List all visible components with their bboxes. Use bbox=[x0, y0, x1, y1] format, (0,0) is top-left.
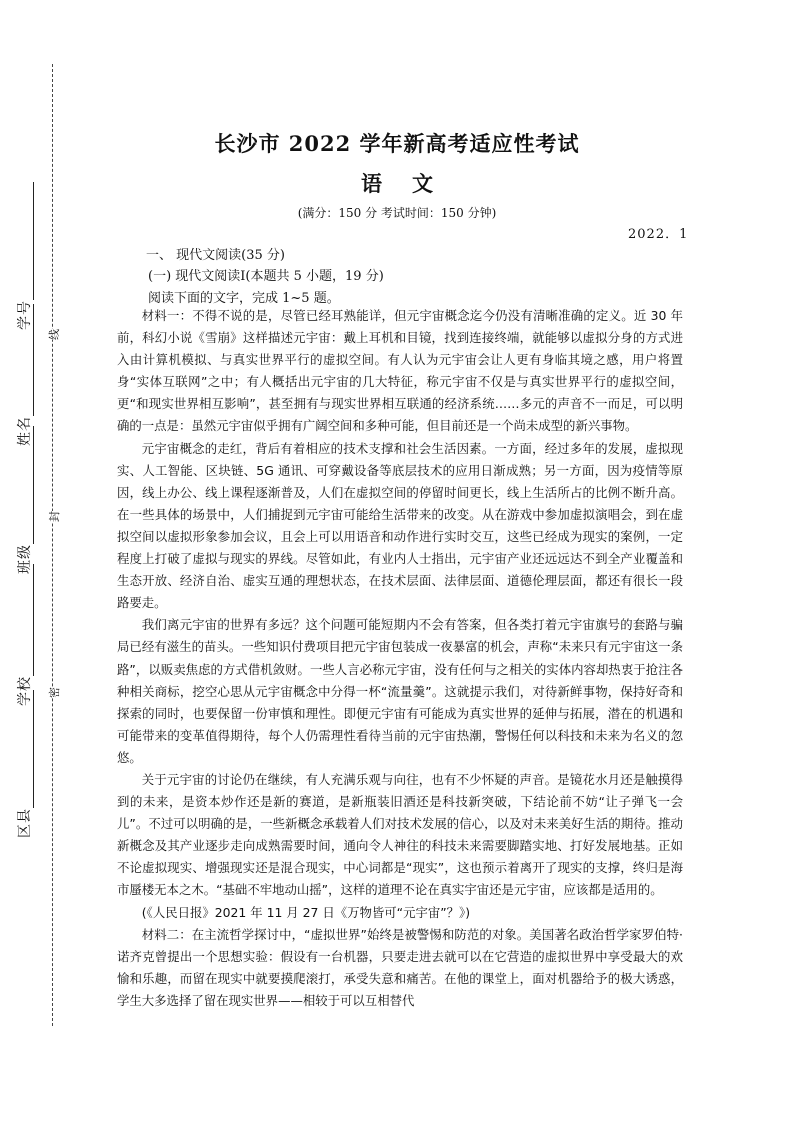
score-and-time: (满分：150 分 考试时间：150 分钟) bbox=[297, 206, 497, 220]
class-field[interactable] bbox=[14, 426, 34, 574]
seal-feng: 封 bbox=[44, 511, 64, 522]
exam-date: 2022．1 bbox=[628, 227, 689, 242]
district-label: 区县 bbox=[17, 808, 33, 838]
exam-title: 长沙市 2022 学年新高考适应性考试 bbox=[214, 131, 580, 156]
exam-subject: 语文 bbox=[361, 171, 463, 196]
reading-instruction: 阅读下面的文字，完成 1~5 题。 bbox=[148, 291, 340, 306]
name-label: 姓名 bbox=[17, 416, 33, 446]
paragraph: 我们离元宇宙的世界有多远？这个问题可能短期内不会有答案，但各类打着元宇宙旗号的套路与骗局已经有滋生的苗头。一些知识付费项目把元宇宙包装成一夜暴富的机会，声称“未来只有元宇宙这一条路”，以贩卖焦虑的方式借机敛财。一些人言必称元宇宙，没有任何与之相关的实体内容却热衷于抢注各种相关商标，挖空心思从元宇宙概念中分得一杯“流量羹”。这就提示我们，对待新鲜事物，保持好奇和探索的同时，也要保留一份审慎和理性。即便元宇宙有可能成为真实世界的延伸与拓展，潜在的机遇和可能带来的变革值得期待，每个人仍需理性看待当前的元宇宙热潮，警惕任何以科技和未来为名义的忽悠。 bbox=[117, 617, 683, 765]
subsection-heading: (一) 现代文阅读Ⅰ(本题共 5 小题，19 分) bbox=[148, 269, 384, 284]
school-field[interactable] bbox=[14, 564, 34, 706]
paragraph: 关于元宇宙的讨论仍在继续，有人充满乐观与向往，也有不少怀疑的声音。是镜花水月还是触摸得到的未来，是资本炒作还是新的赛道，是新瓶装旧酒还是科技新突破，下结论前不妨“让子弹飞一会儿”。不过可以明确的是，一些新概念承载着人们对技术发展的信心，以及对未来美好生活的期待。推动新概念及其产业逐步走向成熟需要时间，通向令人神往的科技未来需要脚踏实地、打好发展地基。正如不论虚拟现实、增强现实还是混合现实，中心词都是“现实”，这也预示着离开了现实的支撑，终归是海市蜃楼无本之木。“基础不牢地动山摇”，这样的道理不论在真实宇宙还是元宇宙，应该都是适用的。 bbox=[117, 771, 683, 898]
section-heading: 一、 现代文阅读(35 分) bbox=[146, 248, 285, 263]
school-blank[interactable] bbox=[21, 564, 34, 676]
paragraph: 元宇宙概念的走红，背后有着相应的技术支撑和社会生活因素。一方面，经过多年的发展，虚拟现实、人工智能、区块链、5G 通讯、可穿戴设备等底层技术的应用日渐成熟；另一方面，因为疫情等原因，线上办公、线上课程逐渐普及，人们在虚拟空间的停留时间更长，线上生活所占的比例不断升高。在一些具体的场景中，人们捕捉到元宇宙可能给生活带来的改变。从在游戏中参加虚拟演唱会，到在虚拟空间以虚拟形象参加会议，且会上可以用语音和动作进行实时交互，这些已经成为现实的案例，一定程度上打破了虚拟与现实的界线。尽管如此，有业内人士指出，元宇宙产业还远远达不到全产业覆盖和生态开放、经济自治、虚实互通的理想状态，在技术层面、法律层面、道德伦理层面，都还有很长一段路要走。 bbox=[117, 440, 683, 611]
school-label: 学校 bbox=[17, 676, 33, 706]
class-label: 班级 bbox=[17, 544, 33, 574]
paragraph: 材料一：不得不说的是，尽管已经耳熟能详，但元宇宙概念迄今仍没有清晰准确的定义。近 30 年前，科幻小说《雪崩》这样描述元宇宙：戴上耳机和目镜，找到连接终端，就能够以虚拟分身的方式进入由计算机模拟、与真实世界平行的虚拟空间。有人认为元宇宙会让人更有身临其境之感，用户将置身“实体互联网”之中；有人概括出元宇宙的几大特征，称元宇宙不仅是与真实世界平行的虚拟空间，更“和现实世界相互影响”，甚至拥有与现实世界相互联通的经济系统……多元的声音不一而足，可以明确的一点是：虽然元宇宙似乎拥有广阔空间和多种可能，但目前还是一个尚未成型的新兴事物。 bbox=[117, 308, 683, 434]
student-number-blank[interactable] bbox=[21, 182, 34, 300]
seal-xian: 线 bbox=[44, 329, 64, 340]
paragraph: 材料二：在主流哲学探讨中，“虚拟世界”始终是被警惕和防范的对象。美国著名政治哲学家罗伯特·诺齐克曾提出一个思想实验：假设有一台机器，只要走进去就可以在它营造的虚拟世界中享受最大的欢愉和乐趣，而留在现实中就要摸爬滚打，承受失意和痛苦。在他的课堂上，面对机器给予的极大诱惑，学生大多选择了留在现实世界——相较于可以互相替代 bbox=[117, 926, 683, 1008]
source-citation: (《人民日报》2021 年 11 月 27 日《万物皆可“元宇宙”？》) bbox=[141, 904, 471, 920]
district-blank[interactable] bbox=[21, 690, 34, 808]
reading-passage bbox=[117, 305, 683, 1012]
student-number-label: 学号 bbox=[17, 300, 33, 330]
seal-mi: 密 bbox=[44, 687, 64, 698]
district-field[interactable] bbox=[14, 690, 34, 838]
